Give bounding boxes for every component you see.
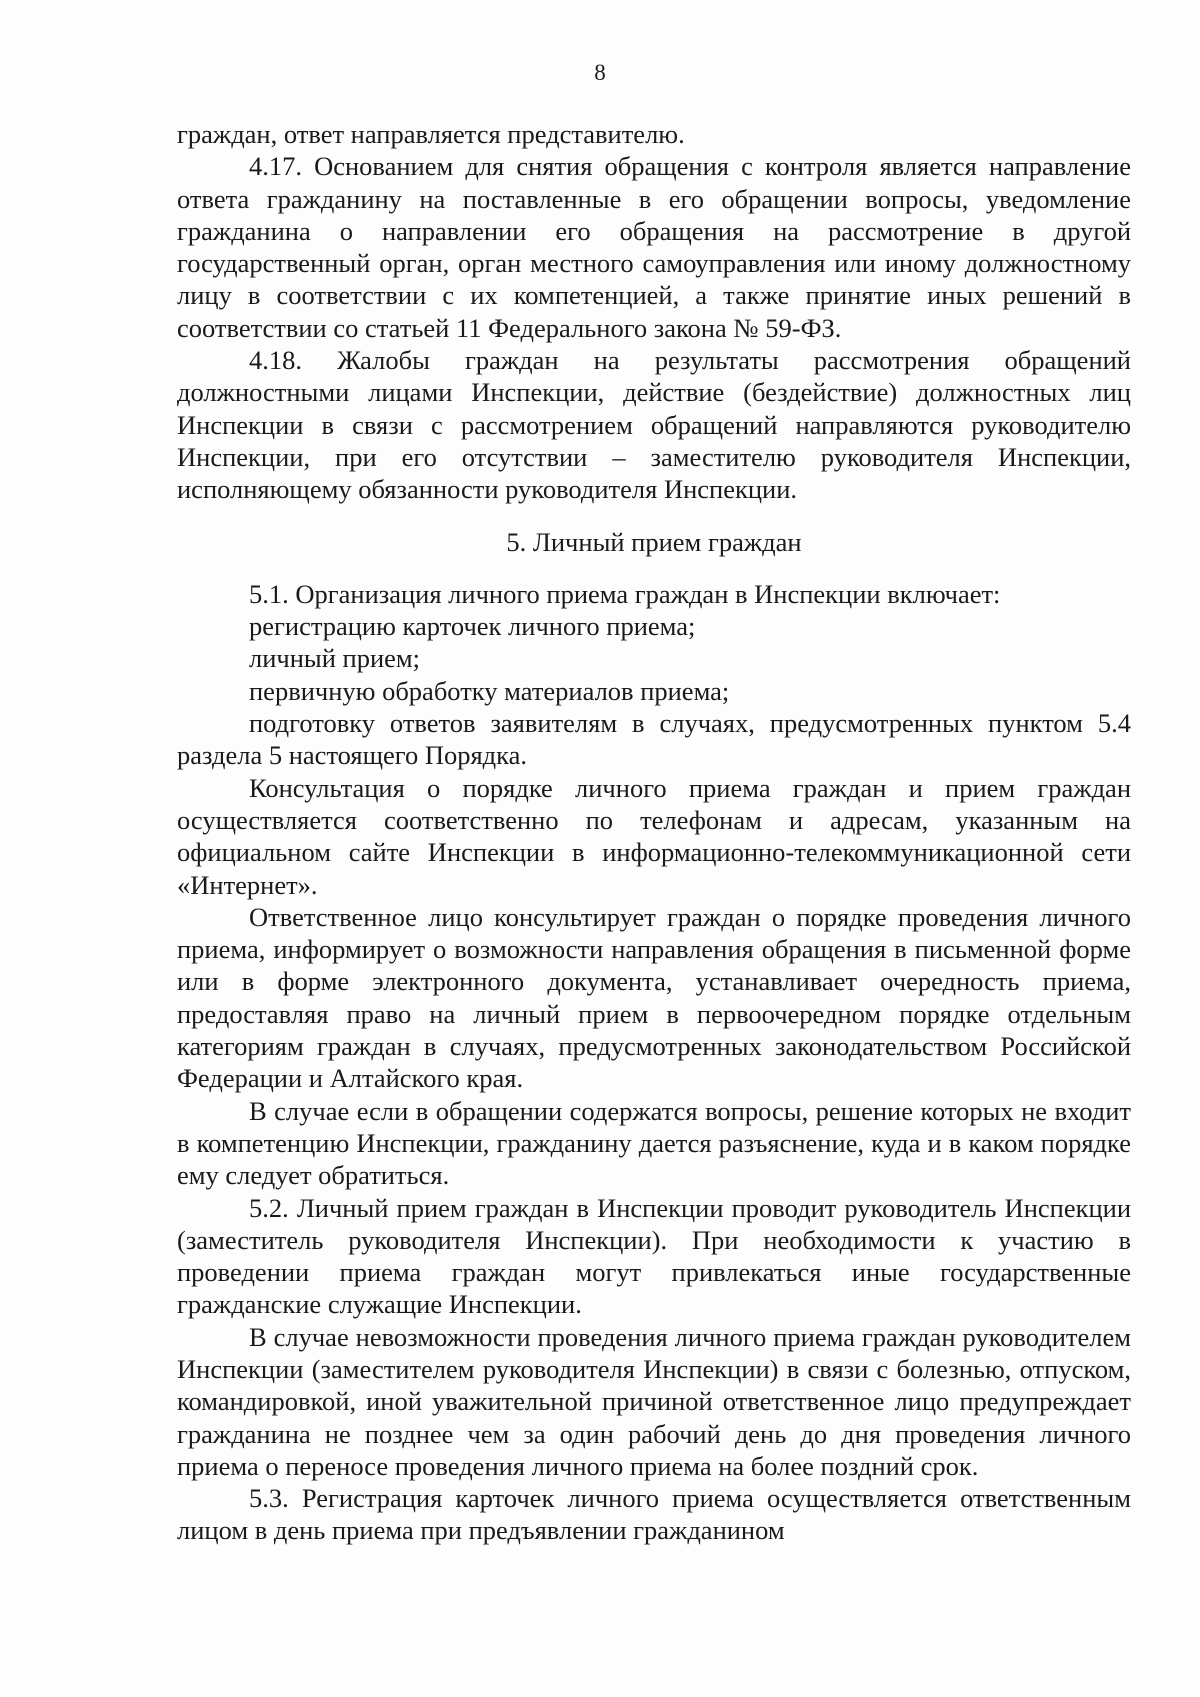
paragraph: 4.17. Основанием для снятия обращения с контроля является направление ответа гражданину на поставленные в его обращении вопросы, уведомление гражданина о направлении его обращения на рассмотрение в другой государственный орган, орган местного самоуправления или иному должностному лицу в соответствии с их компетенцией, а также принятие иных решений в соответствии со статьей 11 Федерального закона № 59-ФЗ.: [177, 151, 1131, 343]
paragraph: В случае невозможности проведения личного приема граждан руководителем Инспекции (заместителем руководителя Инспекции) в связи с болезнью, отпуском, командировкой, иной уважительной причиной ответственное лицо предупреждает гражданина не позднее чем за один рабочий день до дня проведения личного приема о переносе проведения личного приема на более поздний срок.: [177, 1321, 1131, 1481]
list-item: 5.1. Организация личного приема граждан в Инспекции включает:: [249, 578, 1001, 609]
paragraph: 5.2. Личный прием граждан в Инспекции проводит руководитель Инспекции (заместитель руководителя Инспекции). При необходимости к участию в проведении приема граждан могут привлекаться иные государственные гражданские служащие Инспекции.: [177, 1192, 1131, 1320]
paragraph: граждан, ответ направляется представителю.: [177, 119, 685, 149]
paragraph: В случае если в обращении содержатся вопросы, решение которых не входит в компетенцию Инспекции, гражданину дается разъяснение, куда и в каком порядке ему следует обратиться.: [177, 1095, 1131, 1191]
page-number: 8: [594, 60, 606, 85]
list-item: личный прием;: [249, 643, 421, 674]
paragraph: Консультация о порядке личного приема граждан и прием граждан осуществляется соответственно по телефонам и адресам, указанным на официальном сайте Инспекции в информационно-телекоммуникационной сети «Интернет».: [177, 772, 1131, 900]
list-item: первичную обработку материалов приема;: [249, 675, 730, 706]
paragraph: 4.18. Жалобы граждан на результаты рассмотрения обращений должностными лицами Инспекции, действие (бездействие) должностных лиц Инспекции в связи с рассмотрением обращений направляются руководителю Инспекции, при его отсутствии – заместителю руководителя Инспекции, исполняющему обязанности руководителя Инспекции.: [177, 345, 1131, 505]
paragraph: 5.3. Регистрация карточек личного приема осуществляется ответственным лицом в день приема при предъявлении гражданином: [177, 1483, 1131, 1546]
document-body: [177, 118, 1131, 1547]
list-item: регистрацию карточек личного приема;: [249, 611, 696, 642]
paragraph: подготовку ответов заявителям в случаях, предусмотренных пунктом 5.4 раздела 5 настоящего Порядка.: [177, 708, 1131, 771]
section-heading: 5. Личный прием граждан: [506, 526, 802, 557]
paragraph: Ответственное лицо консультирует граждан о порядке проведения личного приема, информирует о возможности направления обращения в письменной форме или в форме электронного документа, устанавливает очередность приема, предоставляя право на личный прием в первоочередном порядке отдельным категориям граждан в случаях, предусмотренных законодательством Российской Федерации и Алтайского края.: [177, 901, 1131, 1094]
